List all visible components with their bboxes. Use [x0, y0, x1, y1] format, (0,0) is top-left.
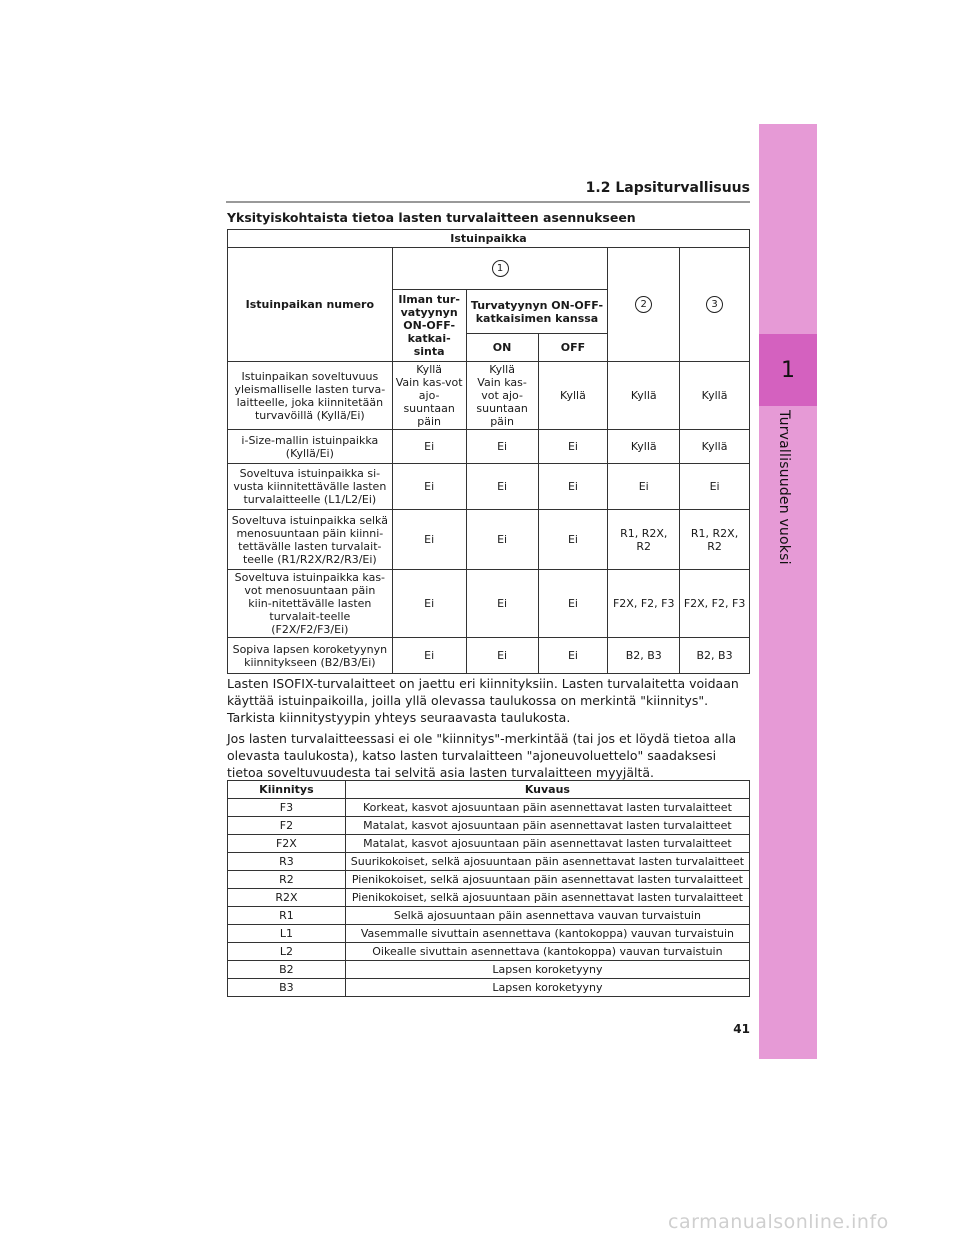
cell: Ei [538, 638, 608, 674]
fixture-code: L1 [228, 925, 346, 943]
row-label: Soveltuva istuinpaikka kas-vot menosuuntaan päin kiin-nitettävälle lasten turvalait-teelle (F2X/F2/F3/Ei) [228, 570, 393, 638]
cell: Kyllä [608, 430, 680, 464]
cell: Ei [466, 570, 538, 638]
chapter-side-tab [759, 124, 817, 1059]
fixture-code: F2 [228, 817, 346, 835]
table-row [228, 979, 750, 997]
cell: Ei [466, 638, 538, 674]
fixture-desc: Vasemmalle sivuttain asennettava (kantokoppa) vauvan turvaistuin [345, 925, 749, 943]
fixture-desc: Pienikokoiset, selkä ajosuuntaan päin asennettavat lasten turvalaitteet [345, 889, 749, 907]
fixture-code: B2 [228, 961, 346, 979]
cell: Ei [392, 464, 466, 510]
cell: Ei [466, 510, 538, 570]
table-row [228, 889, 750, 907]
seat-1-header [392, 248, 608, 290]
page-title: Yksityiskohtaista tietoa lasten turvalaitteen asennukseen [227, 210, 636, 225]
table-row [228, 817, 750, 835]
cell: Kyllä [538, 362, 608, 430]
fixture-desc: Selkä ajosuuntaan päin asennettava vauvan turvaistuin [345, 907, 749, 925]
fixture-table [227, 780, 750, 997]
cell: Ei [538, 430, 608, 464]
fixture-code: R1 [228, 907, 346, 925]
row-label: i-Size-mallin istuinpaikka (Kyllä/Ei) [228, 430, 393, 464]
table-row [228, 853, 750, 871]
table-row [228, 871, 750, 889]
cell: Ei [392, 638, 466, 674]
fixture-code: R2 [228, 871, 346, 889]
fixture-desc: Matalat, kasvot ajosuuntaan päin asennettavat lasten turvalaitteet [345, 817, 749, 835]
row-label: Istuinpaikan soveltuvuus yleismalliselle lasten turva-laitteelle, joka kiinnitetään turvavöillä (Kyllä/Ei) [228, 362, 393, 430]
fixture-code: R2X [228, 889, 346, 907]
fixture-code: L2 [228, 943, 346, 961]
table-row [228, 638, 750, 674]
cell: B2, B3 [608, 638, 680, 674]
table-row [228, 907, 750, 925]
fixture-desc: Pienikokoiset, selkä ajosuuntaan päin asennettavat lasten turvalaitteet [345, 871, 749, 889]
manual-paragraph: Jos lasten turvalaitteessasi ei ole "kiinnitys"-merkintää (tai jos et löydä tietoa alla olevasta taulukosta), katso lasten turvalaitteen "ajoneuvoluettelo" saadaksesi tietoa soveltuvuudesta tai selvitä asia lasten turvalaitteen myyjältä. [227, 731, 737, 780]
cell: Kyllä [680, 430, 750, 464]
row-label: Sopiva lapsen koroketyynyn kiinnitykseen (B2/B3/Ei) [228, 638, 393, 674]
cell: Ei [392, 430, 466, 464]
fixture-desc: Lapsen koroketyyny [345, 979, 749, 997]
cell: B2, B3 [680, 638, 750, 674]
cell: Ei [538, 464, 608, 510]
cell: Kyllä [680, 362, 750, 430]
fixture-desc: Matalat, kasvot ajosuuntaan päin asennettavat lasten turvalaitteet [345, 835, 749, 853]
cell: Ei [680, 464, 750, 510]
cell: Ei [466, 430, 538, 464]
section-header: 1.2 Lapsiturvallisuus [585, 180, 750, 196]
fixture-desc: Oikealle sivuttain asennettava (kantokoppa) vauvan turvaistuin [345, 943, 749, 961]
table-row [228, 510, 750, 570]
cell: Ei [392, 570, 466, 638]
table-row [228, 362, 750, 430]
airbag-switch-header: Turvatyynyn ON-OFF-katkaisimen kanssa [466, 290, 608, 334]
fixture-desc-header: Kuvaus [345, 781, 749, 799]
cell: Ei [392, 510, 466, 570]
fixture-code: R3 [228, 853, 346, 871]
table-row [228, 961, 750, 979]
cell: Kyllä Vain kas-vot ajo-suuntaan päin [466, 362, 538, 430]
isofix-paragraph: Lasten ISOFIX-turvalaitteet on jaettu eri kiinnityksiin. Lasten turvalaitetta voidaan käyttää istuinpaikoilla, joilla yllä olevassa taulukossa on merkintä "kiinnitys". Tarkista kiinnitystyypin yhteys seuraavasta taulukosta. [227, 676, 739, 725]
seat-number-label: Istuinpaikan numero [228, 248, 393, 362]
cell: Ei [608, 464, 680, 510]
cell: Ei [538, 510, 608, 570]
switch-off-header: OFF [538, 334, 608, 362]
page-number: 41 [733, 1022, 750, 1036]
fixture-desc: Korkeat, kasvot ajosuuntaan päin asennettavat lasten turvalaitteet [345, 799, 749, 817]
seat-2-header [608, 248, 680, 362]
table-row [228, 925, 750, 943]
fixture-code: B3 [228, 979, 346, 997]
seat-position-header: Istuinpaikka [228, 230, 750, 248]
seat-2-marker: 2 [635, 296, 652, 313]
fixture-code: F3 [228, 799, 346, 817]
seat-1-marker: 1 [492, 260, 509, 277]
cell: F2X, F2, F3 [680, 570, 750, 638]
chapter-number: 1 [759, 334, 817, 406]
switch-on-header: ON [466, 334, 538, 362]
table-row [228, 835, 750, 853]
cell: R1, R2X, R2 [680, 510, 750, 570]
row-label: Soveltuva istuinpaikka selkä menosuuntaan päin kiinni-tettävälle lasten turvalait-teelle (R1/R2X/R2/R3/Ei) [228, 510, 393, 570]
fixture-desc: Suurikokoiset, selkä ajosuuntaan päin asennettavat lasten turvalaitteet [345, 853, 749, 871]
no-airbag-switch-header: Ilman tur-vatyynyn ON-OFF-katkai-sinta [392, 290, 466, 362]
cell: F2X, F2, F3 [608, 570, 680, 638]
table-row [228, 464, 750, 510]
cell: Kyllä [608, 362, 680, 430]
chapter-label: Turvallisuuden vuoksi [776, 410, 792, 565]
fixture-code-header: Kiinnitys [228, 781, 346, 799]
cell: Ei [466, 464, 538, 510]
seat-3-header [680, 248, 750, 362]
table-row [228, 799, 750, 817]
watermark: carmanualsonline.info [668, 1211, 889, 1233]
cell: Ei [538, 570, 608, 638]
row-label: Soveltuva istuinpaikka si-vusta kiinnitettävälle lasten turvalaitteelle (L1/L2/Ei) [228, 464, 393, 510]
cell: R1, R2X, R2 [608, 510, 680, 570]
header-divider [226, 201, 750, 203]
table-row [228, 943, 750, 961]
seat-suitability-table [227, 229, 750, 674]
fixture-code: F2X [228, 835, 346, 853]
table-row [228, 570, 750, 638]
cell: Kyllä Vain kas-vot ajo-suuntaan päin [392, 362, 466, 430]
seat-3-marker: 3 [706, 296, 723, 313]
fixture-desc: Lapsen koroketyyny [345, 961, 749, 979]
table-row [228, 430, 750, 464]
